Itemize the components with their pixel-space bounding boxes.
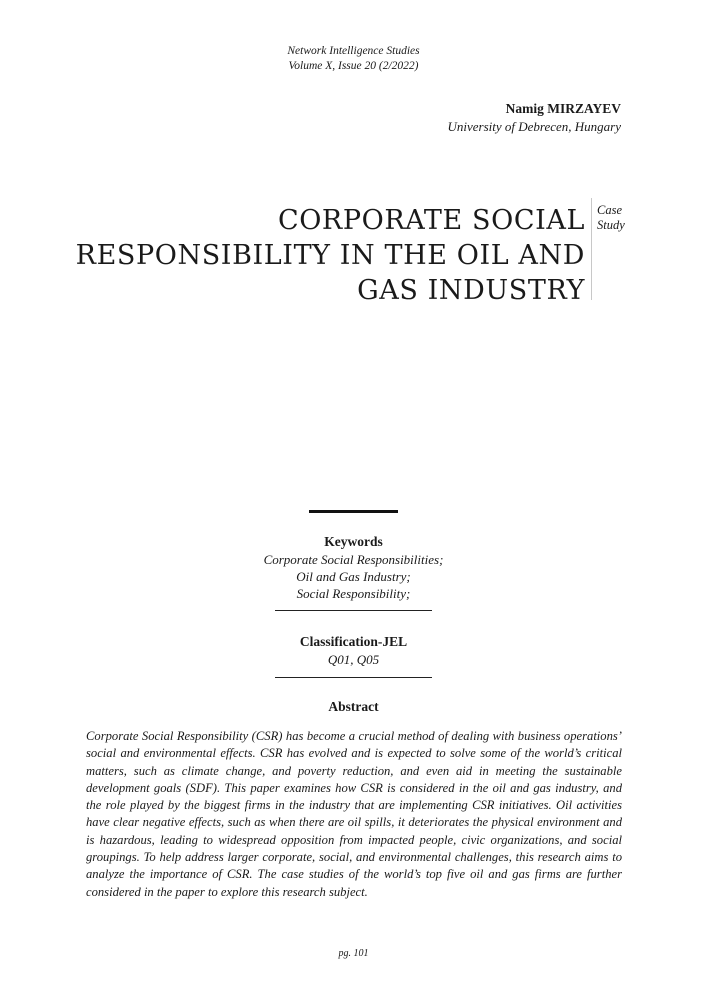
- journal-header: [0, 44, 707, 74]
- journal-name: Network Intelligence Studies: [287, 45, 420, 57]
- abstract-text: Corporate Social Responsibility (CSR) has become a crucial method of dealing with business operations’ social and environmental effects. CSR has evolved and is expected to solve some of the world’s critical matters, such as climate change, and poverty reduction, and even aid in meeting the sustainable development goals (SDF). This paper examines how CSR is considered in the oil and gas industry, and the role played by the biggest firms in the industry that are implementing CSR initiatives. Oil activities have clear negative effects, such as when there are oil spills, it deteriorates the physical environment and is hazardous, leading to widespread opposition from impacted people, civic organizations, and social groupings. To help address larger corporate, social, and environmental challenges, this research aims to analyze the importance of CSR. The case studies of the world’s top five oil and gas firms are further considered in the paper to explore this research subject.: [86, 729, 622, 899]
- keywords-section: [0, 533, 707, 602]
- author-affiliation: University of Debrecen, Hungary: [447, 119, 621, 134]
- article-type-line: Case: [597, 203, 622, 217]
- keywords-heading: Keywords: [324, 534, 383, 549]
- keyword-item: Oil and Gas Industry;: [296, 569, 411, 584]
- classification-section: [0, 633, 707, 668]
- title-line: CORPORATE SOCIAL: [277, 205, 585, 236]
- title-line: RESPONSIBILITY IN THE OIL AND: [75, 240, 585, 271]
- author-block: [447, 100, 621, 135]
- section-divider-thick: [309, 510, 398, 513]
- classification-heading: Classification-JEL: [299, 634, 408, 649]
- article-type-line: Study: [597, 218, 625, 232]
- article-type: [597, 203, 625, 233]
- title-divider: [591, 198, 592, 300]
- jel-codes: Q01, Q05: [327, 652, 380, 667]
- section-divider: [275, 677, 432, 678]
- abstract-heading: Abstract: [328, 699, 379, 714]
- abstract-section: [0, 698, 707, 716]
- keyword-item: Social Responsibility;: [296, 586, 411, 601]
- page-number: pg. 101: [338, 948, 369, 959]
- journal-volume-issue: Volume X, Issue 20 (2/2022): [288, 60, 419, 72]
- section-divider: [275, 610, 432, 611]
- article-title: [40, 203, 585, 308]
- author-name: Namig MIRZAYEV: [505, 101, 621, 116]
- title-line: GAS INDUSTRY: [357, 275, 585, 306]
- keyword-item: Corporate Social Responsibilities;: [263, 552, 444, 567]
